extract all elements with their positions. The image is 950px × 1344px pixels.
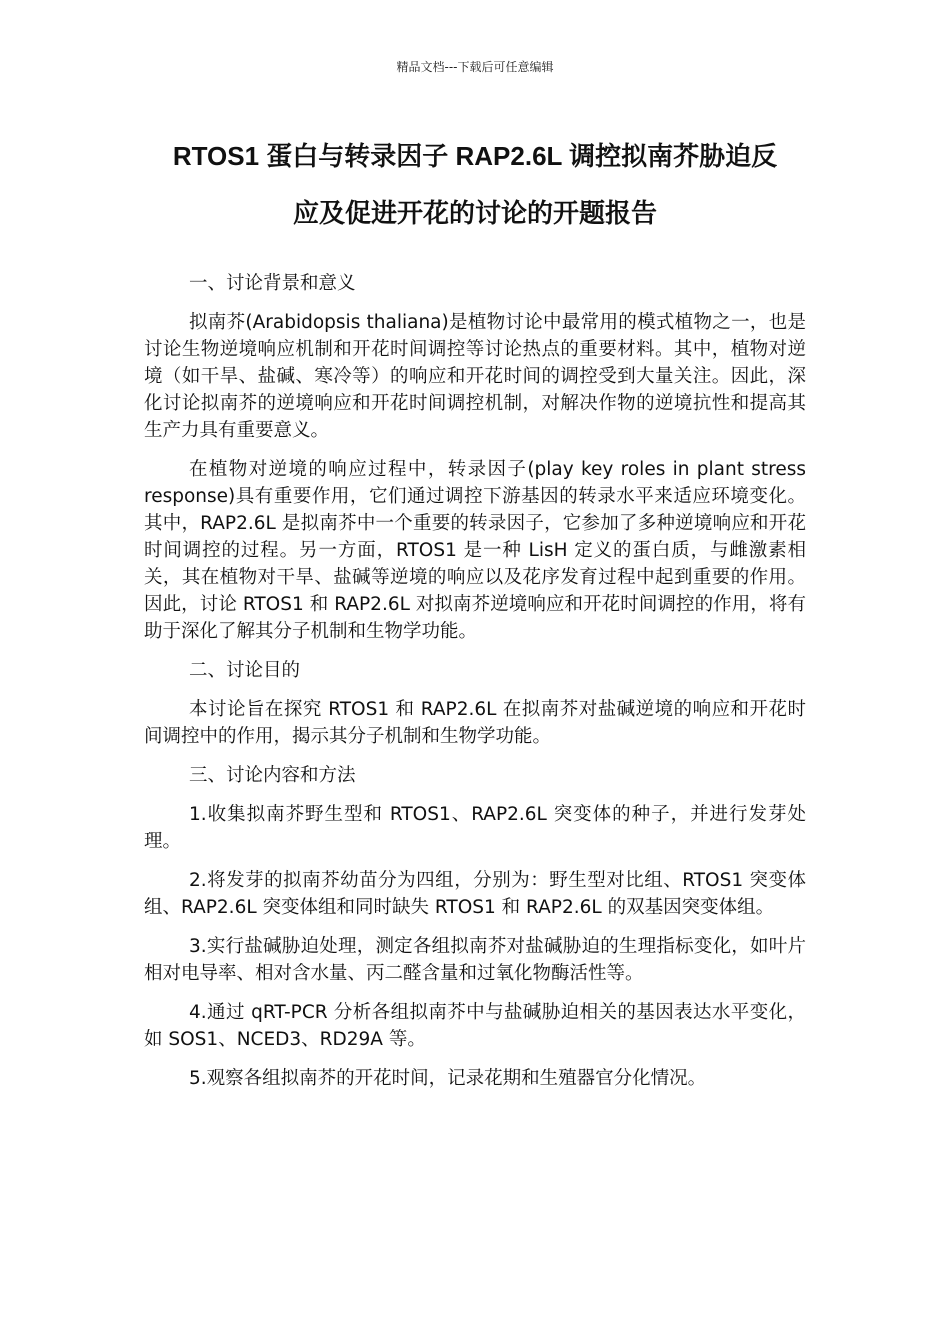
section-heading-background: 一、讨论背景和意义 xyxy=(189,273,356,294)
paragraph-background-2: 在植物对逆境的响应过程中，转录因子(play key roles in plant stress response)具有重要作用，它们通过调控下游基因的转录水平来适应环境变化。其中，RAP2.6L 是拟南芥中一个重要的转录因子，它参加了多种逆境响应和开花时间调控的过程。另一方面，RTOS1 是一种 LisH 定义的蛋白质，与雌激素相关，其在植物对干旱、盐碱等逆境的响应以及花序发育过程中起到重要的作用。因此，讨论 RTOS1 和 RAP2.6L 对拟南芥逆境响应和开花时间调控的作用，将有助于深化了解其分子机制和生物学功能。 xyxy=(144,459,806,642)
paragraph-purpose: 本讨论旨在探究 RTOS1 和 RAP2.6L 在拟南芥对盐碱逆境的响应和开花时间调控中的作用，揭示其分子机制和生物学功能。 xyxy=(144,699,806,747)
method-item-3: 3.实行盐碱胁迫处理，测定各组拟南芥对盐碱胁迫的生理指标变化，如叶片相对电导率、相对含水量、丙二醛含量和过氧化物酶活性等。 xyxy=(144,936,806,984)
document-title xyxy=(100,128,850,242)
title-line-1: RTOS1 蛋白与转录因子 RAP2.6L 调控拟南芥胁迫反 xyxy=(172,141,778,171)
method-item-5: 5.观察各组拟南芥的开花时间，记录花期和生殖器官分化情况。 xyxy=(189,1068,707,1089)
section-heading-methods: 三、讨论内容和方法 xyxy=(189,765,356,786)
paragraph-background-1: 拟南芥(Arabidopsis thaliana)是植物讨论中最常用的模式植物之一，也是讨论生物逆境响应机制和开花时间调控等讨论热点的重要材料。其中，植物对逆境（如干旱、盐碱、寒冷等）的响应和开花时间的调控受到大量关注。因此，深化讨论拟南芥的逆境响应和开花时间调控机制，对解决作物的逆境抗性和提高其生产力具有重要意义。 xyxy=(144,312,806,441)
section-heading-purpose: 二、讨论目的 xyxy=(189,660,301,681)
title-line-2: 应及促进开花的讨论的开题报告 xyxy=(292,198,657,228)
page-header: 精品文档---下载后可任意编辑 xyxy=(396,60,554,74)
document-body xyxy=(144,270,806,1104)
method-item-2: 2.将发芽的拟南芥幼苗分为四组，分别为：野生型对比组、RTOS1 突变体组、RAP2.6L 突变体组和同时缺失 RTOS1 和 RAP2.6L 的双基因突变体组。 xyxy=(144,870,806,918)
method-item-1: 1.收集拟南芥野生型和 RTOS1、RAP2.6L 突变体的种子，并进行发芽处理。 xyxy=(144,804,806,852)
method-item-4: 4.通过 qRT-PCR 分析各组拟南芥中与盐碱胁迫相关的基因表达水平变化，如 SOS1、NCED3、RD29A 等。 xyxy=(144,1002,806,1050)
